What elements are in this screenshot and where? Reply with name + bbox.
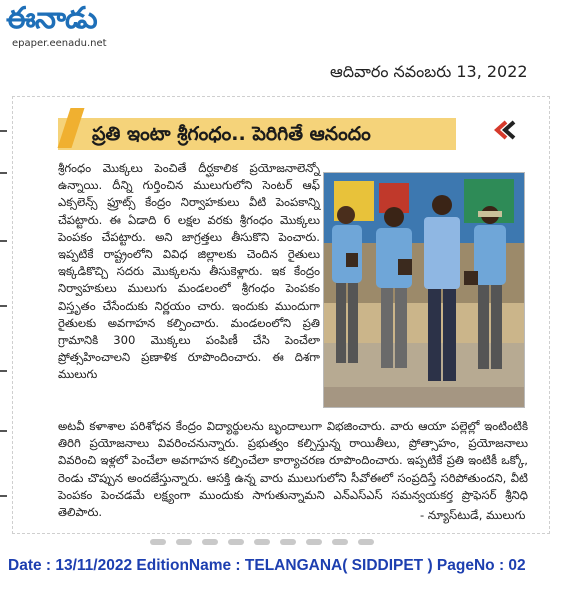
headline: ప్రతి ఇంటా శ్రీగంధం.. పెరిగితే ఆనందం [92,123,371,145]
edition-footer: Date : 13/11/2022 EditionName : TELANGANA( SIDDIPET ) PageNo : 02 [8,557,526,574]
page-edge-marks [0,100,12,530]
article-wide-text: అటవీ కళాశాల పరిశోధన కేంద్రం విద్యార్థులను బృందాలుగా విభజించారు. వారు ఆయా పల్లెల్లో ఇంటింటికి తిరిగి ప్రయోజనాలు వివరించనున్నారు. ప్రభుత్వం కల్పిస్తున్న రాయితీలు, ప్రోత్సాహం, ప్రయోజనాలు వివరించి ఇళ్లలో పెంచేలా అవగాహన కల్పించేలా కార్యాచరణ రూపొందించారు. ఇప్పటికే ప్రతి ఇంటికీ ఒక్కో, రెండు చొప్పున అందజేస్తున్నారు. ఆసక్తి ఉన్న వారు ములుగులోని సీవోఈలో సంప్రదిస్తే సరిపోతుందని, వీటి పెంపకం పెంచడమే లక్ష్యంగా ముందుకు సాగుతున్నామని ఎన్ఎస్ఎస్ సమన్వయకర్త ప్రొఫెసర్ శ్రీనిధి తెలిపారు. [58,419,528,520]
byline: - న్యూస్‌టుడే, ములుగు [420,508,526,522]
page-divider-dots [150,539,400,547]
eenadu-logo: ఈనాడు [6,1,97,36]
article-column [58,160,320,384]
article-wide-section [58,418,528,521]
article-photo [323,172,525,408]
article-column-text: శ్రీగంధం మొక్కలు పెంచితే దీర్ఘకాలిక ప్రయోజనాలెన్నో ఉన్నాయి. దీన్ని గుర్తించిన ములుగులోని సెంటర్ ఆఫ్ ఎక్సలెన్స్ ఫ్రూట్స్ కేంద్రం నిర్వాహకులు వీటి పెంపకాన్ని చేపట్టారు. ఈ ఏడాది 6 లక్షల వరకు శ్రీగంధం మొక్కలు పెంపకం చేపట్టారు. అని జాగ్రత్తలు తీసుకొని పెంచారు. ఇప్పటికే రాష్ట్రంలోని వివిధ జిల్లాలకు చెందిన రైతులు ఇక్కడికొచ్చి సదరు మొక్కలను తీసుకెళ్లారు. ఇక కేంద్రం నిర్వాహకులు ములుగు మండలంలో శ్రీగంధం పెంపకం విస్తృతం చేసేందుకు నిర్ణయం చారు. ఇందుకు ముందుగా రైతులకు అవగాహన కల్పించారు. మండలంలోని ప్రతి గ్రామానికి 300 మొక్కలు పంపిణీ చేసి పెంచేలా ప్రోత్సహించాలని ప్రణాళిక రూపొందించారు. ఈ దిశగా ములుగు [58,161,320,382]
issue-date: ఆదివారం నవంబరు 13, 2022 [330,62,528,81]
students-photo-illustration [324,173,525,408]
chevron-left-icon [494,120,516,140]
logo-url: epaper.eenadu.net [12,38,107,49]
